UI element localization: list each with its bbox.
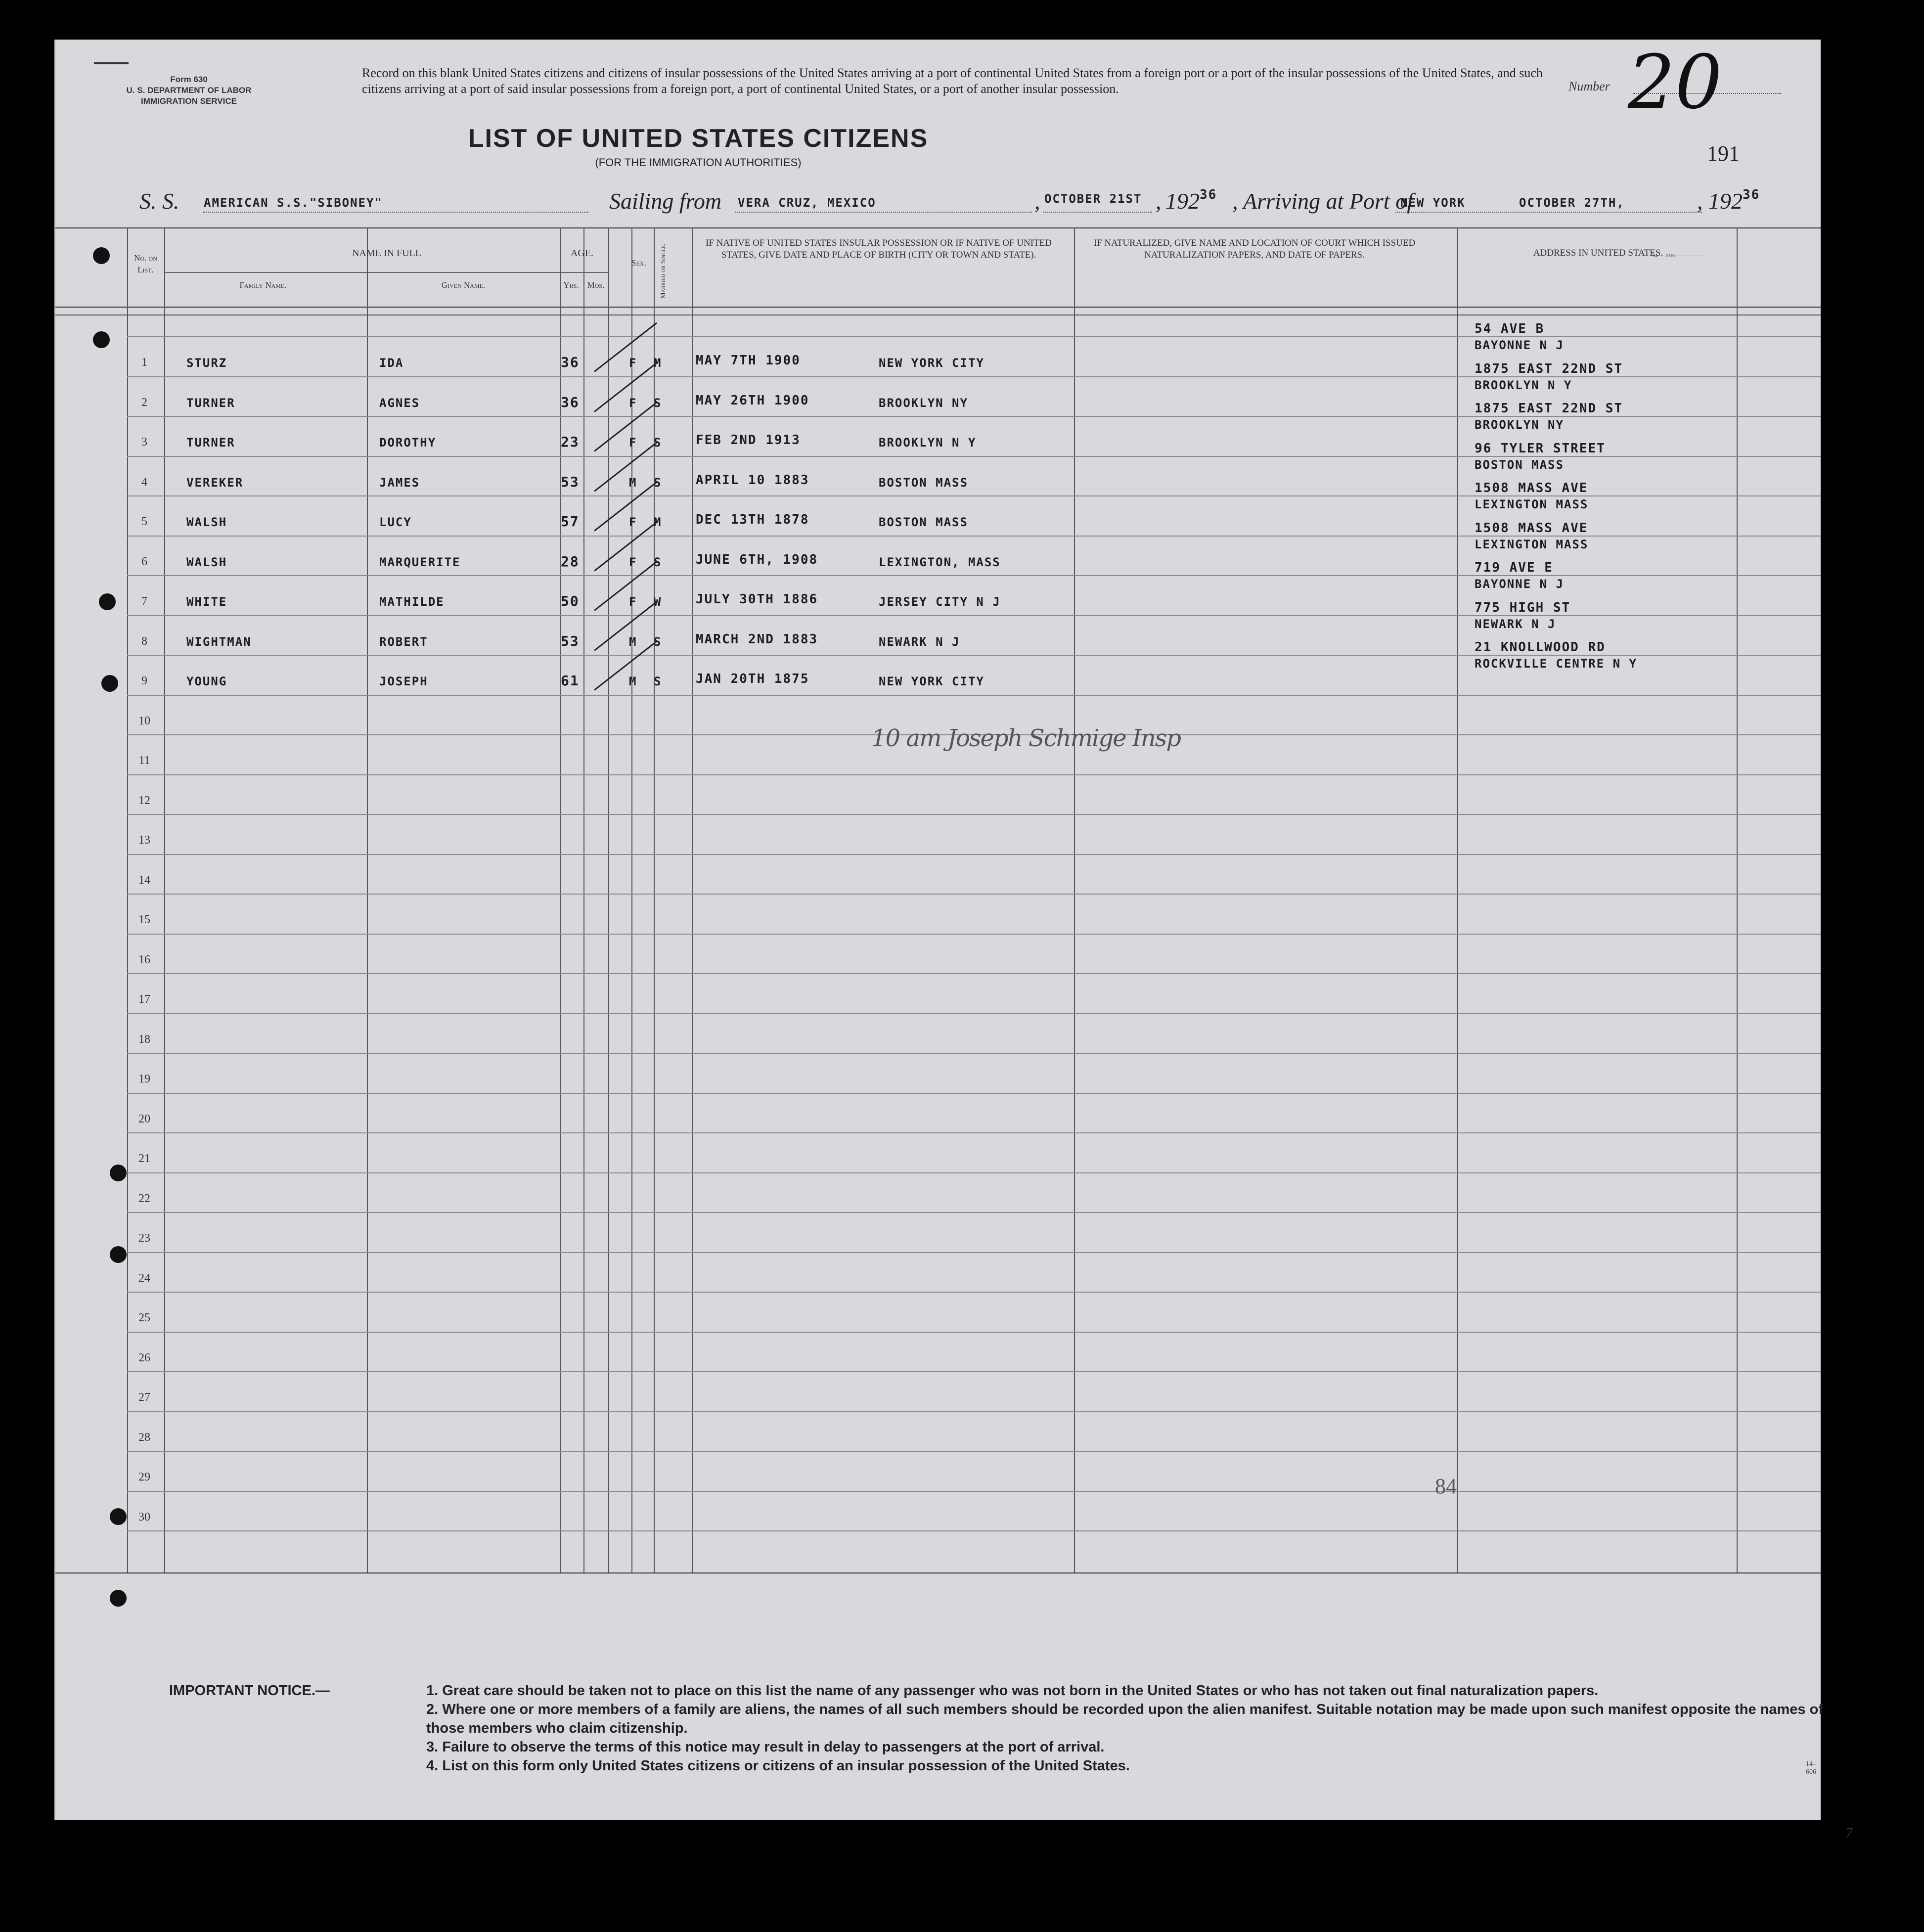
- form-instructions: Record on this blank United States citizens and citizens of insular possessions of the United States arriving at a port of continental United States from a foreign port or a port of the insular possessions of the United States, and such citizens arriving at a port of said insular possessions from a foreign port, a port of continental United States, or a port of another insular possession.: [362, 66, 1543, 96]
- check-mark: [594, 641, 657, 691]
- marital-status: S: [654, 396, 662, 410]
- column-rule: [367, 227, 368, 1573]
- row-number: 3: [141, 436, 147, 449]
- sex: F: [629, 356, 637, 370]
- address-line-2: BOSTON MASS: [1475, 458, 1564, 472]
- birth-date: MAY 7TH 1900: [696, 353, 801, 368]
- row-rule: [127, 1093, 1821, 1094]
- manifest-sheet: [54, 40, 1853, 1841]
- column-rule: [164, 227, 165, 1573]
- header-age: AGE.: [570, 248, 594, 259]
- header-yrs: Yrs.: [563, 280, 579, 290]
- form-number: Form 630: [170, 75, 208, 84]
- row-number: 25: [138, 1311, 150, 1324]
- row-rule: [127, 1132, 1821, 1133]
- given-name: ROBERT: [379, 635, 428, 649]
- sail-date: OCTOBER 21ST: [1044, 192, 1142, 206]
- sex: F: [629, 436, 637, 449]
- row-number: 28: [138, 1431, 150, 1444]
- column-rule: [1457, 227, 1458, 1573]
- row-rule: [127, 1332, 1821, 1333]
- row-rule: [127, 336, 1821, 337]
- row-rule: [55, 227, 1821, 228]
- row-number: 23: [138, 1232, 150, 1245]
- header-birth-place: IF NATIVE OF UNITED STATES INSULAR POSSESSION OR IF NATIVE OF UNITED STATES, GIVE DATE AND PLACE OF BIRTH (CITY OR TOWN AND STATE).: [706, 238, 1052, 260]
- family-name: WHITE: [186, 595, 227, 609]
- punch-hole: [93, 247, 110, 264]
- sailing-label: Sailing from: [609, 188, 722, 214]
- age-years: 28: [561, 553, 580, 570]
- marital-status: W: [654, 595, 662, 609]
- check-mark: [594, 482, 657, 532]
- family-name: TURNER: [186, 396, 235, 410]
- row-rule: [127, 1013, 1821, 1014]
- header-given-name: Given Name.: [441, 280, 486, 290]
- check-mark: [594, 522, 657, 572]
- form-code: 14–606: [1806, 1760, 1816, 1776]
- given-name: JOSEPH: [379, 674, 428, 688]
- row-number: 8: [141, 635, 147, 648]
- age-years: 53: [561, 474, 580, 490]
- given-name: DOROTHY: [379, 436, 437, 449]
- birth-date: JAN 20TH 1875: [696, 672, 809, 686]
- sex: M: [629, 674, 637, 688]
- number-value: 20: [1628, 40, 1722, 126]
- row-rule: [127, 575, 1821, 576]
- row-number: 26: [138, 1351, 150, 1364]
- marital-status: M: [654, 515, 662, 529]
- header-mos: Mos.: [587, 280, 605, 290]
- age-years: 36: [561, 394, 580, 410]
- number-label: Number: [1568, 79, 1610, 93]
- given-name: MATHILDE: [379, 595, 445, 609]
- row-number: 1: [141, 356, 147, 369]
- printer-mark: 14 — 1036 — — — — —: [1653, 253, 1706, 259]
- marital-status: S: [654, 476, 662, 490]
- address-line-2: LEXINGTON MASS: [1475, 538, 1589, 551]
- birth-date: FEB 2ND 1913: [696, 433, 801, 448]
- row-number: 10: [138, 715, 150, 727]
- sex: F: [629, 595, 637, 609]
- sex: M: [629, 476, 637, 490]
- birth-date: MAY 26TH 1900: [696, 393, 809, 408]
- family-name: WIGHTMAN: [186, 635, 252, 649]
- row-number: 2: [141, 396, 147, 409]
- address-line-2: BROOKLYN NY: [1475, 418, 1564, 432]
- check-mark: [594, 442, 657, 492]
- sailing-from: VERA CRUZ, MEXICO: [738, 196, 876, 210]
- punch-hole: [110, 1508, 127, 1525]
- row-number: 9: [141, 674, 147, 687]
- row-number: 22: [138, 1192, 150, 1205]
- service-name: IMMIGRATION SERVICE: [141, 96, 237, 106]
- header-family-name: Family Name.: [239, 280, 287, 290]
- column-rule: [631, 227, 632, 1573]
- row-number: 20: [138, 1113, 150, 1125]
- header-address: ADDRESS IN UNITED STATES.: [1533, 248, 1663, 258]
- row-rule: [127, 894, 1821, 895]
- row-number: 14: [138, 874, 150, 887]
- address-line-1: 719 AVE E: [1475, 560, 1553, 575]
- row-rule: [127, 854, 1821, 855]
- birth-date: JUNE 6TH, 1908: [696, 552, 818, 567]
- header-sex: Sex.: [631, 258, 646, 268]
- row-number: 30: [138, 1511, 150, 1524]
- address-line-1: 1875 EAST 22ND ST: [1475, 361, 1623, 376]
- age-years: 53: [561, 633, 580, 649]
- punch-hole: [101, 675, 118, 692]
- row-rule: [127, 1491, 1821, 1492]
- sex: M: [629, 635, 637, 649]
- corner-dash: [94, 62, 129, 64]
- ss-label: S. S.: [139, 188, 179, 214]
- sex: F: [629, 555, 637, 569]
- punch-hole: [99, 593, 116, 610]
- row-number: 24: [138, 1272, 150, 1285]
- address-line-2: BROOKLYN N Y: [1475, 378, 1572, 392]
- row-rule: [127, 973, 1821, 974]
- sail-year: $192^{36}$: [1165, 187, 1217, 214]
- voyage-line: S. S. AMERICAN S.S."SIBONEY" Sailing from VERA CRUZ, MEXICO , OCTOBER 21ST , $192^{36}$ , Arriving at Port of NEW YORK OCTOBER 27TH, , $192^{36}$: [139, 187, 1760, 214]
- given-name: JAMES: [379, 476, 420, 490]
- row-rule: [127, 1530, 1821, 1531]
- address-line-1: 54 AVE B: [1475, 321, 1545, 336]
- address-line-1: 21 KNOLLWOOD RD: [1475, 640, 1606, 655]
- check-mark: [594, 561, 657, 611]
- row-rule: [127, 536, 1821, 537]
- given-name: MARQUERITE: [379, 555, 461, 569]
- column-rule: [608, 227, 609, 1573]
- column-rule: [654, 227, 655, 1573]
- row-number: 4: [141, 476, 147, 489]
- sex: F: [629, 515, 637, 529]
- birth-place: BROOKLYN N Y: [879, 436, 977, 449]
- column-rule: [1737, 227, 1738, 1573]
- notice-item: 4. List on this form only United States citizens or citizens of an insular possession of the United States.: [426, 1758, 1130, 1774]
- row-number: 11: [138, 754, 150, 767]
- row-number: 27: [138, 1391, 150, 1404]
- arrival-date: OCTOBER 27TH,: [1519, 196, 1625, 210]
- row-number: 13: [138, 834, 150, 847]
- row-rule: [127, 495, 1821, 496]
- given-name: AGNES: [379, 396, 420, 410]
- row-number: 6: [141, 555, 147, 568]
- row-rule: [164, 272, 608, 273]
- page-subtitle: (FOR THE IMMIGRATION AUTHORITIES): [595, 156, 802, 169]
- notice-item: 3. Failure to observe the terms of this notice may result in delay to passengers at the port of arrival.: [426, 1739, 1105, 1755]
- row-rule: [127, 934, 1821, 935]
- department-name: U. S. DEPARTMENT OF LABOR: [126, 86, 252, 95]
- birth-place: BROOKLYN NY: [879, 396, 968, 410]
- sex: F: [629, 396, 637, 410]
- address-line-2: BAYONNE N J: [1475, 338, 1564, 352]
- ship-name: AMERICAN S.S."SIBONEY": [204, 196, 383, 210]
- birth-place: LEXINGTON, MASS: [879, 555, 1001, 569]
- age-years: 50: [561, 593, 580, 609]
- family-name: WALSH: [186, 555, 227, 569]
- header-married-or-single: Married or Single.: [660, 243, 667, 299]
- family-name: WALSH: [186, 515, 227, 529]
- punch-hole: [93, 331, 110, 348]
- row-rule: [127, 1212, 1821, 1213]
- address-line-1: 1508 MASS AVE: [1475, 521, 1588, 536]
- marital-status: S: [654, 555, 662, 569]
- punch-hole: [110, 1165, 127, 1181]
- column-rule: [692, 227, 693, 1573]
- page-title: LIST OF UNITED STATES CITIZENS: [468, 124, 929, 153]
- given-name: LUCY: [379, 515, 412, 529]
- inspector-signature: 10 am Joseph Schmige Insp: [871, 724, 1180, 752]
- family-name: TURNER: [186, 436, 235, 449]
- check-mark: [594, 362, 657, 412]
- row-rule: [127, 814, 1821, 815]
- row-rule: [127, 695, 1821, 696]
- row-number: 21: [138, 1152, 150, 1165]
- row-rule: [127, 1252, 1821, 1253]
- notice-lead: IMPORTANT NOTICE.—: [169, 1683, 330, 1699]
- birth-date: APRIL 10 1883: [696, 473, 809, 488]
- row-rule: [127, 1292, 1821, 1293]
- punch-hole: [110, 1590, 127, 1607]
- arrival-port: NEW YORK: [1400, 196, 1466, 210]
- birth-date: DEC 13TH 1878: [696, 512, 809, 527]
- address-line-2: NEWARK N J: [1475, 617, 1556, 631]
- row-rule: [127, 376, 1821, 377]
- age-years: 61: [561, 673, 580, 689]
- header-name-in-full: NAME IN FULL: [352, 248, 421, 259]
- header-naturalized: IF NATURALIZED, GIVE NAME AND LOCATION OF COURT WHICH ISSUED NATURALIZATION PAPERS, AND DATE OF PAPERS.: [1093, 238, 1416, 260]
- family-name: STURZ: [186, 356, 227, 370]
- birth-place: BOSTON MASS: [879, 515, 968, 529]
- row-number: 16: [138, 953, 150, 966]
- row-number: 5: [141, 515, 147, 528]
- stamp-number: 84: [1435, 1474, 1457, 1498]
- birth-date: MARCH 2ND 1883: [696, 632, 818, 647]
- row-rule: [127, 456, 1821, 457]
- row-number: 7: [141, 595, 147, 608]
- address-line-2: BAYONNE N J: [1475, 577, 1564, 591]
- arriving-label: , Arriving at Port of: [1232, 188, 1413, 214]
- row-number: 12: [138, 794, 150, 807]
- row-rule: [55, 307, 1821, 308]
- arrival-year: , $192^{36}$: [1697, 187, 1760, 214]
- check-mark: [594, 322, 657, 372]
- birth-date: JULY 30TH 1886: [696, 592, 818, 607]
- marital-status: S: [654, 436, 662, 449]
- birth-place: NEW YORK CITY: [879, 674, 984, 688]
- notice-item: 2. Where one or more members of a family are aliens, the names of all such members should be recorded upon the alien manifest. Suitable notation may be made upon such manifest opposite the names of those members who claim citizenship.: [426, 1702, 1823, 1736]
- row-rule: [127, 1451, 1821, 1452]
- family-name: YOUNG: [186, 674, 227, 688]
- address-line-1: 1508 MASS AVE: [1475, 481, 1588, 495]
- row-rule: [127, 1172, 1821, 1173]
- row-rule: [127, 655, 1821, 656]
- address-line-2: ROCKVILLE CENTRE N Y: [1475, 657, 1637, 671]
- given-name: IDA: [379, 356, 404, 370]
- marital-status: M: [654, 356, 662, 370]
- column-rule: [560, 227, 561, 1573]
- marital-status: S: [654, 674, 662, 688]
- row-rule: [127, 416, 1821, 417]
- address-line-2: LEXINGTON MASS: [1475, 497, 1589, 511]
- birth-place: NEWARK N J: [879, 635, 960, 649]
- age-years: 36: [561, 354, 580, 370]
- row-rule: [127, 1053, 1821, 1054]
- form-identifier: [115, 74, 263, 107]
- row-rule: [127, 1411, 1821, 1412]
- header-no-on-list: No. on List.: [134, 253, 157, 274]
- row-rule: [127, 1371, 1821, 1372]
- address-line-1: 1875 EAST 22ND ST: [1475, 401, 1623, 416]
- row-number: 19: [138, 1073, 150, 1085]
- row-number: 18: [138, 1033, 150, 1046]
- birth-place: BOSTON MASS: [879, 476, 968, 490]
- punch-hole: [110, 1246, 127, 1263]
- row-number: 15: [138, 913, 150, 926]
- address-line-1: 96 TYLER STREET: [1475, 441, 1606, 456]
- corner-mark: 7: [1845, 1825, 1853, 1841]
- address-line-1: 775 HIGH ST: [1475, 600, 1571, 615]
- family-name: VEREKER: [186, 476, 244, 490]
- birth-place: JERSEY CITY N J: [879, 595, 1001, 609]
- notice-item: 1. Great care should be taken not to place on this list the name of any passenger who was not born in the United States or who has not taken out final naturalization papers.: [426, 1683, 1599, 1699]
- page-number: 191: [1707, 141, 1740, 166]
- column-rule: [1074, 227, 1075, 1573]
- marital-status: S: [654, 635, 662, 649]
- column-rule: [127, 227, 128, 1573]
- birth-place: NEW YORK CITY: [879, 356, 984, 370]
- row-rule: [127, 774, 1821, 775]
- age-years: 23: [561, 434, 580, 450]
- age-years: 57: [561, 513, 580, 530]
- check-mark: [594, 601, 657, 651]
- row-number: 17: [138, 993, 150, 1006]
- check-mark: [594, 402, 657, 452]
- row-number: 29: [138, 1471, 150, 1483]
- row-rule: [127, 615, 1821, 616]
- column-rule: [583, 227, 584, 1573]
